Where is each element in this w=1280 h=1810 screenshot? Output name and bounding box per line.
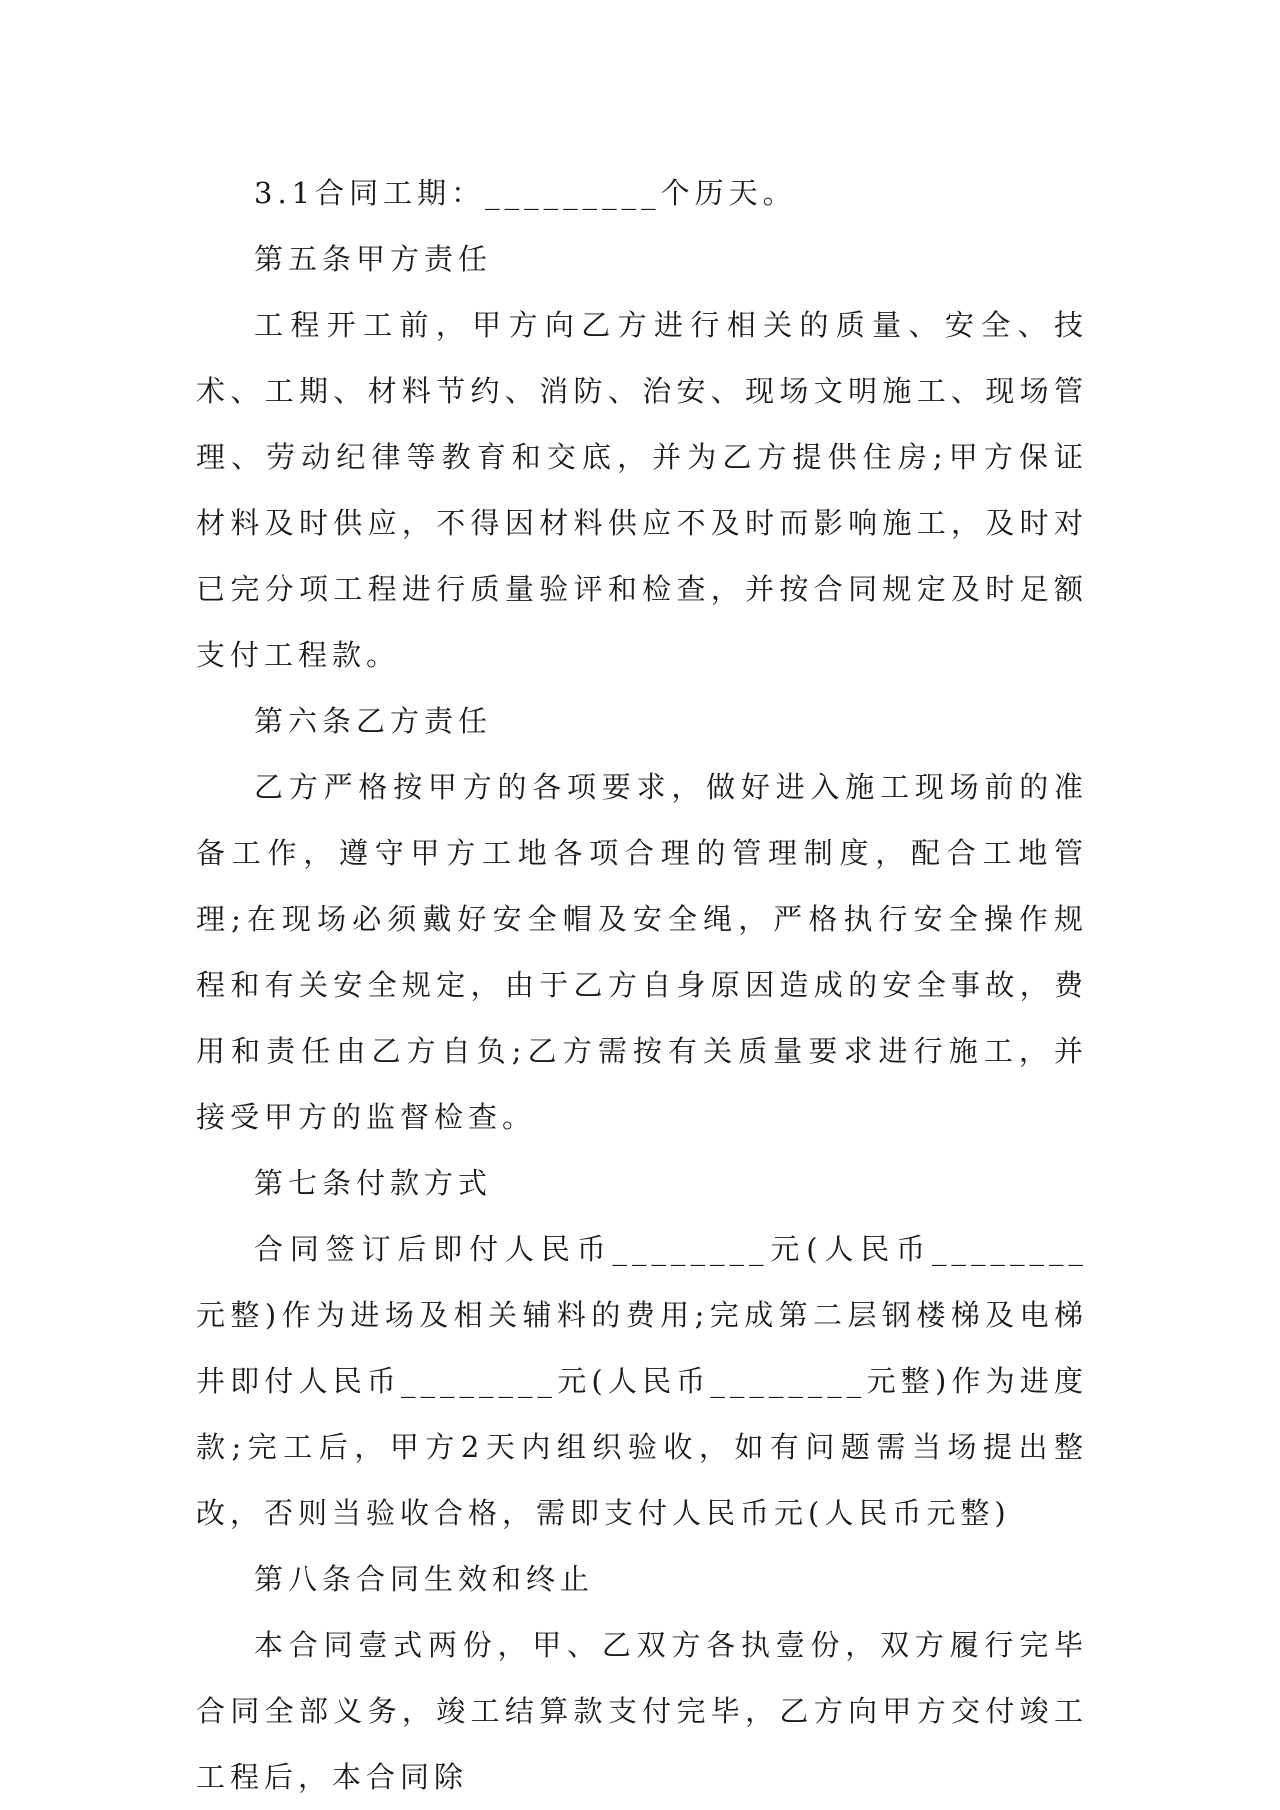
document-body [196, 160, 1088, 1810]
article-8-paragraph: 本合同壹式两份，甲、乙双方各执壹份，双方履行完毕合同全部义务，竣工结算款支付完毕，乙方向甲方交付竣工工程后，本合同除 [196, 1628, 1088, 1794]
article-6-heading: 第六条乙方责任 [254, 704, 493, 738]
article-7-paragraph: 合同签订后即付人民币________元(人民币________元整)作为进场及相关辅料的费用;完成第二层钢楼梯及电梯井即付人民币________元(人民币________元整)作为进度款;完工后，甲方2天内组织验收，如有问题需当场提出整改，否则当验收合格，需即支付人民币元(人民币元整) [196, 1232, 1088, 1530]
article-5-paragraph: 工程开工前，甲方向乙方进行相关的质量、安全、技术、工期、材料节约、消防、治安、现场文明施工、现场管理、劳动纪律等教育和交底，并为乙方提供住房;甲方保证材料及时供应，不得因材料供应不及时而影响施工，及时对已完分项工程进行质量验评和检查，并按合同规定及时足额支付工程款。 [196, 308, 1088, 672]
article-6-paragraph: 乙方严格按甲方的各项要求，做好进入施工现场前的准备工作，遵守甲方工地各项合理的管理制度，配合工地管理;在现场必须戴好安全帽及安全绳，严格执行安全操作规程和有关安全规定，由于乙方自身原因造成的安全事故，费用和责任由乙方自负;乙方需按有关质量要求进行施工，并接受甲方的监督检查。 [196, 770, 1088, 1134]
contract-period-paragraph: 3.1合同工期：_________个历天。 [254, 176, 797, 210]
article-7-heading: 第七条付款方式 [254, 1166, 493, 1200]
article-8-heading: 第八条合同生效和终止 [254, 1562, 595, 1596]
article-5-heading: 第五条甲方责任 [254, 242, 493, 276]
